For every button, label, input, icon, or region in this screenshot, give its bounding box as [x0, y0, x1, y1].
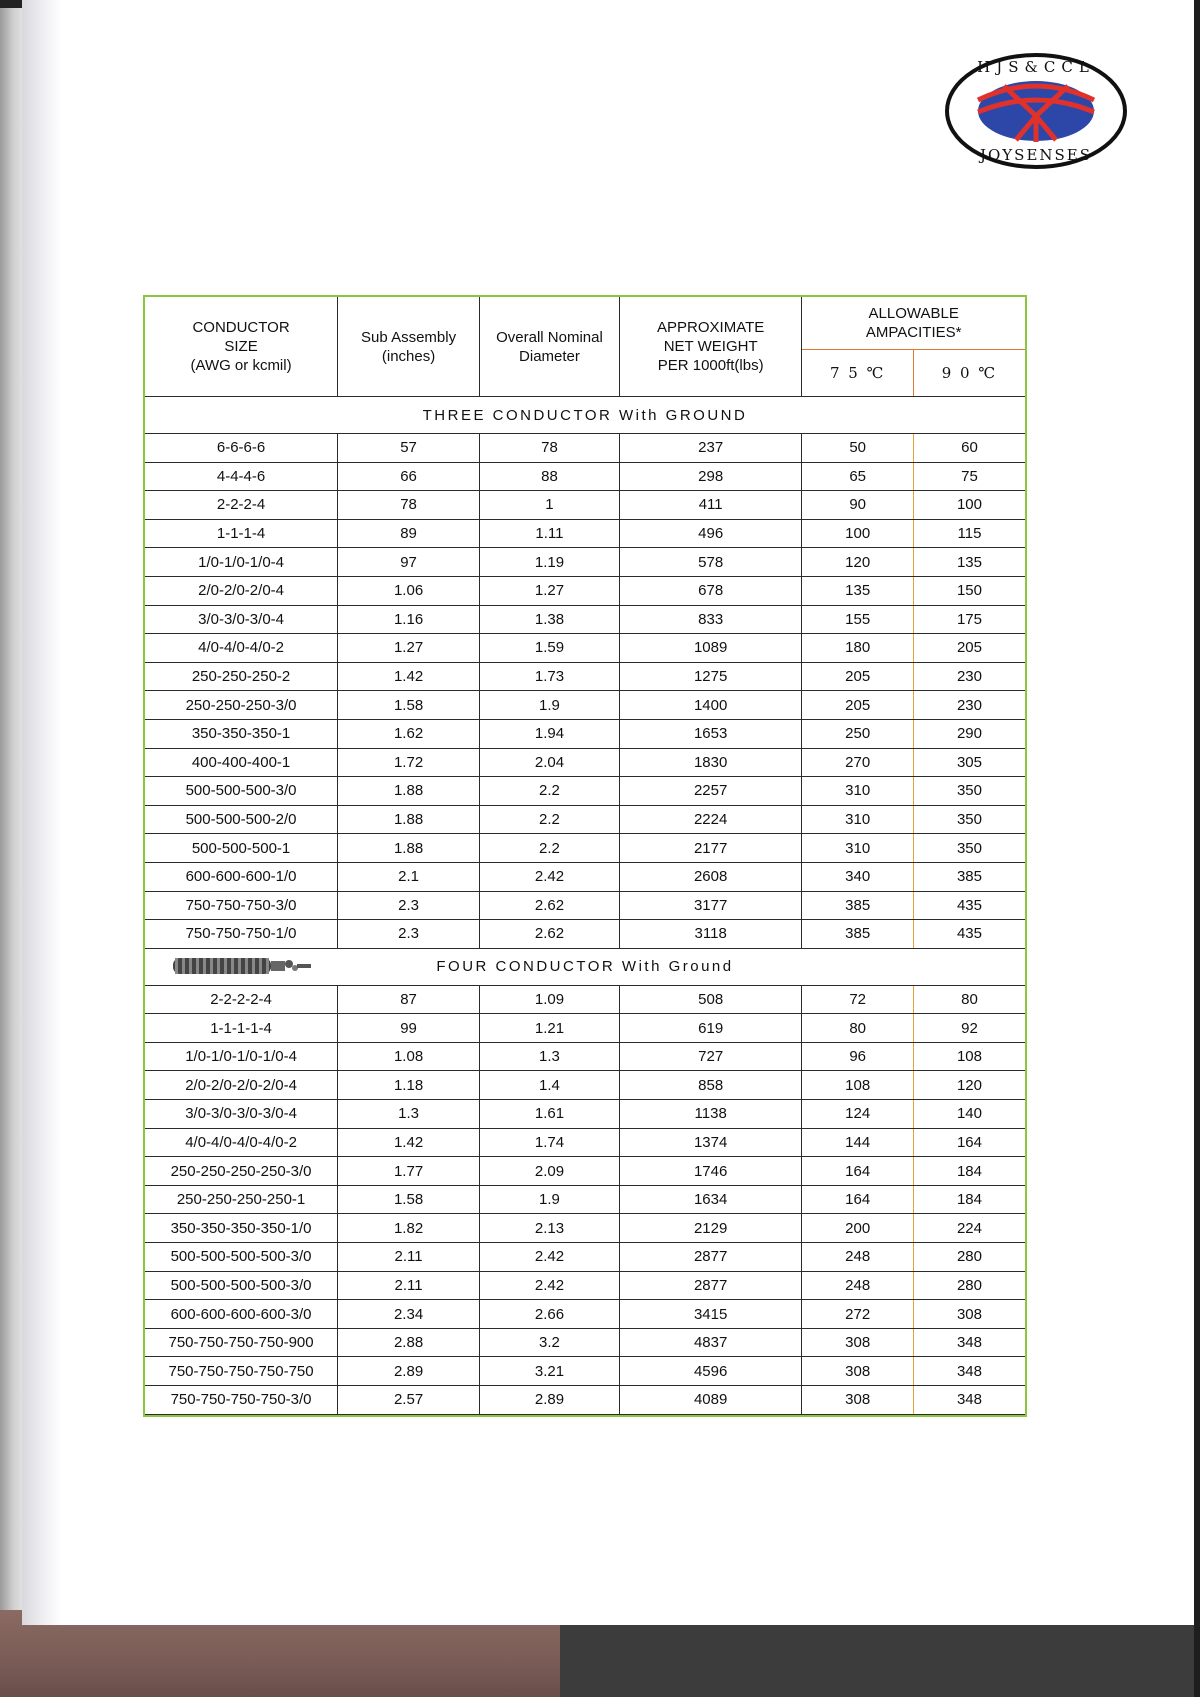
table-row: [145, 1214, 1025, 1243]
cell-ampacity-90c: 348: [913, 1357, 1025, 1386]
table-row: [145, 434, 1025, 463]
cell-net-weight: 578: [619, 548, 801, 577]
header-line: SIZE: [224, 338, 258, 355]
cell-sub-assembly: 89: [338, 519, 480, 548]
cell-net-weight: 1830: [619, 748, 801, 777]
header-temp-75: 7 5 ℃: [802, 350, 914, 397]
table-row: [145, 834, 1025, 863]
cell-net-weight: 1374: [619, 1128, 801, 1157]
cell-net-weight: 3177: [619, 891, 801, 920]
section-title: [145, 397, 1025, 434]
cell-net-weight: 2224: [619, 805, 801, 834]
cell-sub-assembly: 1.88: [338, 834, 480, 863]
cell-ampacity-90c: 175: [913, 605, 1025, 634]
cell-overall-diameter: 1.9: [480, 1185, 620, 1214]
cell-sub-assembly: 1.06: [338, 576, 480, 605]
cell-overall-diameter: 1.21: [480, 1014, 620, 1043]
cell-overall-diameter: 3.21: [480, 1357, 620, 1386]
scan-right-edge: [1194, 0, 1200, 1697]
cell-conductor-size: 250-250-250-250-3/0: [145, 1157, 338, 1186]
table-row: [145, 1386, 1025, 1415]
cell-ampacity-75c: 205: [802, 662, 914, 691]
header-line: Sub Assembly: [361, 328, 457, 346]
header-line: APPROXIMATE: [657, 319, 765, 336]
cell-ampacity-90c: 280: [913, 1271, 1025, 1300]
cell-sub-assembly: 57: [338, 434, 480, 463]
cell-sub-assembly: 2.11: [338, 1243, 480, 1272]
cell-ampacity-75c: 270: [802, 748, 914, 777]
cell-overall-diameter: 1.9: [480, 691, 620, 720]
cell-ampacity-75c: 308: [802, 1386, 914, 1415]
cell-ampacity-75c: 120: [802, 548, 914, 577]
cell-overall-diameter: 1.19: [480, 548, 620, 577]
cell-sub-assembly: 2.1: [338, 862, 480, 891]
cell-net-weight: 1634: [619, 1185, 801, 1214]
cell-ampacity-75c: 250: [802, 719, 914, 748]
cell-overall-diameter: 2.42: [480, 862, 620, 891]
armored-cable-icon: [171, 955, 313, 977]
cell-sub-assembly: 1.16: [338, 605, 480, 634]
cell-overall-diameter: 1.74: [480, 1128, 620, 1157]
cell-ampacity-75c: 155: [802, 605, 914, 634]
cell-net-weight: 3415: [619, 1300, 801, 1329]
cell-ampacity-90c: 290: [913, 719, 1025, 748]
cell-conductor-size: 500-500-500-500-3/0: [145, 1243, 338, 1272]
cell-sub-assembly: 1.62: [338, 719, 480, 748]
cell-sub-assembly: 1.18: [338, 1071, 480, 1100]
cell-conductor-size: 750-750-750-750-900: [145, 1328, 338, 1357]
cell-net-weight: 1275: [619, 662, 801, 691]
cell-ampacity-90c: 435: [913, 920, 1025, 949]
cell-overall-diameter: 1.11: [480, 519, 620, 548]
cell-ampacity-90c: 150: [913, 576, 1025, 605]
cell-overall-diameter: 2.04: [480, 748, 620, 777]
cell-overall-diameter: 2.09: [480, 1157, 620, 1186]
cell-overall-diameter: 78: [480, 434, 620, 463]
cell-ampacity-75c: 180: [802, 634, 914, 663]
cell-overall-diameter: 1.59: [480, 634, 620, 663]
cell-net-weight: 496: [619, 519, 801, 548]
cell-ampacity-90c: 140: [913, 1100, 1025, 1129]
table-row: [145, 862, 1025, 891]
section-title: [145, 948, 1025, 985]
logo-top-text: HJS&CCL: [977, 58, 1095, 76]
cell-ampacity-75c: 164: [802, 1185, 914, 1214]
table-row: [145, 1271, 1025, 1300]
cell-ampacity-75c: 65: [802, 462, 914, 491]
table-row: [145, 491, 1025, 520]
cell-overall-diameter: 1.61: [480, 1100, 620, 1129]
header-line: CONDUCTOR: [192, 319, 290, 336]
cell-conductor-size: 2-2-2-4: [145, 491, 338, 520]
cell-sub-assembly: 1.82: [338, 1214, 480, 1243]
cell-sub-assembly: 2.11: [338, 1271, 480, 1300]
cell-overall-diameter: 1.27: [480, 576, 620, 605]
cell-conductor-size: 1-1-1-1-4: [145, 1014, 338, 1043]
cell-sub-assembly: 1.77: [338, 1157, 480, 1186]
logo-bottom-text: JOYSENSES: [979, 146, 1093, 164]
cell-net-weight: 2877: [619, 1271, 801, 1300]
cell-overall-diameter: 1.4: [480, 1071, 620, 1100]
table-row: [145, 719, 1025, 748]
cell-ampacity-90c: 305: [913, 748, 1025, 777]
cell-ampacity-90c: 224: [913, 1214, 1025, 1243]
table-row: [145, 605, 1025, 634]
cell-conductor-size: 2-2-2-2-4: [145, 985, 338, 1014]
cell-net-weight: 2608: [619, 862, 801, 891]
cell-overall-diameter: 1.3: [480, 1042, 620, 1071]
cell-ampacity-75c: 272: [802, 1300, 914, 1329]
cell-ampacity-90c: 435: [913, 891, 1025, 920]
cell-sub-assembly: 78: [338, 491, 480, 520]
table-row: [145, 576, 1025, 605]
cell-sub-assembly: 1.58: [338, 1185, 480, 1214]
table-row: [145, 1071, 1025, 1100]
cell-conductor-size: 3/0-3/0-3/0-4: [145, 605, 338, 634]
cell-net-weight: 4837: [619, 1328, 801, 1357]
cell-ampacity-90c: 205: [913, 634, 1025, 663]
cell-ampacity-75c: 164: [802, 1157, 914, 1186]
cell-ampacity-90c: 350: [913, 777, 1025, 806]
cell-ampacity-90c: 100: [913, 491, 1025, 520]
cell-conductor-size: 4/0-4/0-4/0-2: [145, 634, 338, 663]
cell-sub-assembly: 1.88: [338, 805, 480, 834]
cell-conductor-size: 400-400-400-1: [145, 748, 338, 777]
cell-ampacity-75c: 72: [802, 985, 914, 1014]
table-row: [145, 462, 1025, 491]
cell-ampacity-75c: 50: [802, 434, 914, 463]
cell-conductor-size: 250-250-250-3/0: [145, 691, 338, 720]
cell-conductor-size: 6-6-6-6: [145, 434, 338, 463]
cell-ampacity-75c: 385: [802, 920, 914, 949]
cell-net-weight: 1746: [619, 1157, 801, 1186]
cell-net-weight: 2877: [619, 1243, 801, 1272]
table-row: [145, 748, 1025, 777]
cell-net-weight: 3118: [619, 920, 801, 949]
cell-ampacity-75c: 100: [802, 519, 914, 548]
header-sub-assembly: [338, 297, 480, 397]
cell-overall-diameter: 2.89: [480, 1386, 620, 1415]
cell-overall-diameter: 1.94: [480, 719, 620, 748]
cell-conductor-size: 750-750-750-1/0: [145, 920, 338, 949]
cell-overall-diameter: 1.73: [480, 662, 620, 691]
cell-ampacity-90c: 164: [913, 1128, 1025, 1157]
cell-ampacity-75c: 90: [802, 491, 914, 520]
cell-net-weight: 619: [619, 1014, 801, 1043]
table-row: [145, 1328, 1025, 1357]
cell-overall-diameter: 1.09: [480, 985, 620, 1014]
table-row: [145, 1357, 1025, 1386]
table-row: [145, 662, 1025, 691]
table-row: [145, 805, 1025, 834]
cell-ampacity-75c: 205: [802, 691, 914, 720]
cell-overall-diameter: 3.2: [480, 1328, 620, 1357]
cell-sub-assembly: 1.3: [338, 1100, 480, 1129]
cell-sub-assembly: 1.27: [338, 634, 480, 663]
table-row: [145, 920, 1025, 949]
cell-sub-assembly: 1.58: [338, 691, 480, 720]
cell-ampacity-90c: 230: [913, 662, 1025, 691]
joysenses-logo-icon: [944, 52, 1128, 170]
cell-conductor-size: 750-750-750-750-3/0: [145, 1386, 338, 1415]
cell-ampacity-90c: 280: [913, 1243, 1025, 1272]
cell-sub-assembly: 1.42: [338, 662, 480, 691]
table-row: [145, 1300, 1025, 1329]
cable-spec-table-frame: [143, 295, 1027, 1417]
cell-overall-diameter: 2.2: [480, 834, 620, 863]
cell-ampacity-75c: 200: [802, 1214, 914, 1243]
cell-overall-diameter: 2.2: [480, 777, 620, 806]
cell-sub-assembly: 1.42: [338, 1128, 480, 1157]
header-line: AMPACITIES*: [865, 324, 962, 341]
cell-net-weight: 4089: [619, 1386, 801, 1415]
cell-conductor-size: 3/0-3/0-3/0-3/0-4: [145, 1100, 338, 1129]
section-header-row: [145, 397, 1025, 434]
cell-ampacity-90c: 308: [913, 1300, 1025, 1329]
header-line: Diameter: [519, 347, 580, 365]
cell-conductor-size: 750-750-750-750-750: [145, 1357, 338, 1386]
cell-net-weight: 4596: [619, 1357, 801, 1386]
cell-sub-assembly: 2.89: [338, 1357, 480, 1386]
header-line: Overall Nominal: [496, 328, 603, 346]
cell-net-weight: 411: [619, 491, 801, 520]
cell-ampacity-90c: 75: [913, 462, 1025, 491]
cell-ampacity-90c: 108: [913, 1042, 1025, 1071]
cell-ampacity-75c: 248: [802, 1243, 914, 1272]
cell-ampacity-75c: 96: [802, 1042, 914, 1071]
cell-ampacity-90c: 385: [913, 862, 1025, 891]
cell-conductor-size: 4/0-4/0-4/0-4/0-2: [145, 1128, 338, 1157]
cell-conductor-size: 500-500-500-3/0: [145, 777, 338, 806]
cell-sub-assembly: 2.34: [338, 1300, 480, 1329]
cell-ampacity-90c: 135: [913, 548, 1025, 577]
cell-net-weight: 1400: [619, 691, 801, 720]
table-row: [145, 519, 1025, 548]
cell-ampacity-90c: 348: [913, 1328, 1025, 1357]
cell-overall-diameter: 2.2: [480, 805, 620, 834]
cell-net-weight: 1138: [619, 1100, 801, 1129]
table-row: [145, 1042, 1025, 1071]
cell-net-weight: 2177: [619, 834, 801, 863]
cell-sub-assembly: 87: [338, 985, 480, 1014]
cell-overall-diameter: 2.13: [480, 1214, 620, 1243]
cell-ampacity-75c: 310: [802, 834, 914, 863]
cell-overall-diameter: 88: [480, 462, 620, 491]
cell-ampacity-90c: 60: [913, 434, 1025, 463]
cell-net-weight: 508: [619, 985, 801, 1014]
cell-conductor-size: 4-4-4-6: [145, 462, 338, 491]
header-ampacities: [802, 297, 1025, 350]
table-row: [145, 1014, 1025, 1043]
book-spine-edge: [0, 0, 22, 1697]
cell-sub-assembly: 2.3: [338, 920, 480, 949]
cell-sub-assembly: 2.88: [338, 1328, 480, 1357]
cell-ampacity-75c: 124: [802, 1100, 914, 1129]
section-header-row: [145, 948, 1025, 985]
cell-ampacity-90c: 350: [913, 834, 1025, 863]
table-row: [145, 1185, 1025, 1214]
cell-ampacity-75c: 135: [802, 576, 914, 605]
header-temp-90: 9 0 ℃: [913, 350, 1025, 397]
header-line: PER 1000ft(lbs): [657, 357, 764, 374]
cell-overall-diameter: 2.62: [480, 920, 620, 949]
cell-conductor-size: 500-500-500-1: [145, 834, 338, 863]
table-row: [145, 1128, 1025, 1157]
cell-conductor-size: 350-350-350-350-1/0: [145, 1214, 338, 1243]
cell-net-weight: 727: [619, 1042, 801, 1071]
header-net-weight: [619, 297, 801, 397]
cell-ampacity-75c: 308: [802, 1328, 914, 1357]
section-title-text: FOUR CONDUCTOR With Ground: [436, 958, 734, 976]
cell-conductor-size: 500-500-500-2/0: [145, 805, 338, 834]
cell-overall-diameter: 1.38: [480, 605, 620, 634]
table-row: [145, 634, 1025, 663]
cell-ampacity-75c: 340: [802, 862, 914, 891]
cell-ampacity-90c: 348: [913, 1386, 1025, 1415]
cell-sub-assembly: 97: [338, 548, 480, 577]
cell-conductor-size: 350-350-350-1: [145, 719, 338, 748]
header-line: (AWG or kcmil): [190, 357, 292, 374]
cell-conductor-size: 250-250-250-250-1: [145, 1185, 338, 1214]
cell-sub-assembly: 1.72: [338, 748, 480, 777]
cell-sub-assembly: 1.88: [338, 777, 480, 806]
table-row: [145, 1157, 1025, 1186]
cell-conductor-size: 2/0-2/0-2/0-4: [145, 576, 338, 605]
table-row: [145, 691, 1025, 720]
cell-net-weight: 2257: [619, 777, 801, 806]
cell-conductor-size: 500-500-500-500-3/0: [145, 1271, 338, 1300]
cell-ampacity-75c: 310: [802, 777, 914, 806]
cell-ampacity-90c: 92: [913, 1014, 1025, 1043]
cell-ampacity-90c: 350: [913, 805, 1025, 834]
cell-net-weight: 298: [619, 462, 801, 491]
cell-ampacity-90c: 80: [913, 985, 1025, 1014]
cell-conductor-size: 1/0-1/0-1/0-1/0-4: [145, 1042, 338, 1071]
cell-net-weight: 1089: [619, 634, 801, 663]
cell-ampacity-75c: 248: [802, 1271, 914, 1300]
section-title-text: THREE CONDUCTOR With GROUND: [422, 406, 748, 424]
table-row: [145, 1100, 1025, 1129]
cell-overall-diameter: 2.66: [480, 1300, 620, 1329]
cell-ampacity-90c: 230: [913, 691, 1025, 720]
cell-sub-assembly: 66: [338, 462, 480, 491]
cell-net-weight: 2129: [619, 1214, 801, 1243]
scan-background: [560, 1620, 1200, 1697]
cell-ampacity-90c: 115: [913, 519, 1025, 548]
cell-sub-assembly: 2.3: [338, 891, 480, 920]
table-row: [145, 1243, 1025, 1272]
table-row: [145, 777, 1025, 806]
cell-ampacity-75c: 308: [802, 1357, 914, 1386]
table-row: [145, 548, 1025, 577]
cell-overall-diameter: 2.42: [480, 1271, 620, 1300]
cell-ampacity-90c: 120: [913, 1071, 1025, 1100]
cell-net-weight: 678: [619, 576, 801, 605]
cell-ampacity-90c: 184: [913, 1157, 1025, 1186]
cell-net-weight: 237: [619, 434, 801, 463]
cell-ampacity-75c: 80: [802, 1014, 914, 1043]
cell-conductor-size: 1-1-1-4: [145, 519, 338, 548]
cell-overall-diameter: 2.42: [480, 1243, 620, 1272]
cell-sub-assembly: 1.08: [338, 1042, 480, 1071]
cell-ampacity-75c: 144: [802, 1128, 914, 1157]
header-line: NET WEIGHT: [663, 338, 758, 355]
cell-net-weight: 1653: [619, 719, 801, 748]
cell-net-weight: 833: [619, 605, 801, 634]
cell-sub-assembly: 2.57: [338, 1386, 480, 1415]
cell-conductor-size: 600-600-600-600-3/0: [145, 1300, 338, 1329]
header-line: (inches): [381, 347, 436, 365]
cell-conductor-size: 600-600-600-1/0: [145, 862, 338, 891]
cell-conductor-size: 750-750-750-3/0: [145, 891, 338, 920]
cell-overall-diameter: 2.62: [480, 891, 620, 920]
cable-spec-table: [145, 297, 1025, 1415]
cell-ampacity-75c: 108: [802, 1071, 914, 1100]
cell-net-weight: 858: [619, 1071, 801, 1100]
header-conductor-size: [145, 297, 338, 397]
cell-ampacity-90c: 184: [913, 1185, 1025, 1214]
cell-conductor-size: 1/0-1/0-1/0-4: [145, 548, 338, 577]
header-overall-diameter: [480, 297, 620, 397]
table-row: [145, 985, 1025, 1014]
table-row: [145, 891, 1025, 920]
cell-overall-diameter: 1: [480, 491, 620, 520]
page-binding-shadow: [22, 0, 62, 1625]
cell-sub-assembly: 99: [338, 1014, 480, 1043]
cell-ampacity-75c: 385: [802, 891, 914, 920]
cell-conductor-size: 250-250-250-2: [145, 662, 338, 691]
cell-ampacity-75c: 310: [802, 805, 914, 834]
header-line: ALLOWABLE: [868, 305, 959, 322]
cell-conductor-size: 2/0-2/0-2/0-2/0-4: [145, 1071, 338, 1100]
